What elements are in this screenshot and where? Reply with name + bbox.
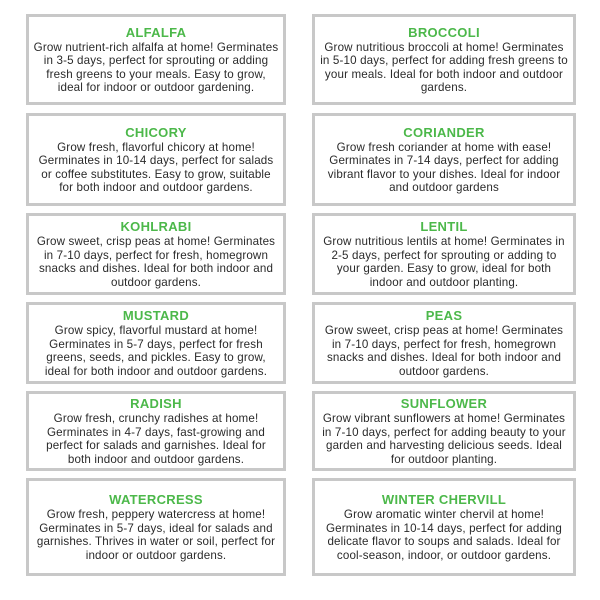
card-description: Grow fresh, flavorful chicory at home! Germinates in 10-14 days, perfect for salads or coffee substitutes. Easy to grow, suitable for both indoor and outdoor gardens. bbox=[38, 140, 274, 194]
seed-card-sunflower bbox=[312, 391, 576, 471]
seed-card-kohlrabi bbox=[26, 213, 286, 295]
seed-card-mustard bbox=[26, 302, 286, 384]
card-description: Grow sweet, crisp peas at home! Germinates in 7-10 days, perfect for fresh, homegrown snacks and dishes. Ideal for both indoor and outdoor gardens. bbox=[324, 324, 564, 378]
card-title: LENTIL bbox=[420, 219, 468, 234]
card-title: MUSTARD bbox=[122, 308, 190, 323]
seed-card-broccoli bbox=[312, 14, 576, 105]
card-title: WINTER CHERVILL bbox=[381, 492, 507, 507]
seed-card-radish bbox=[26, 391, 286, 471]
seed-card-coriander bbox=[312, 113, 576, 206]
seed-card-lentil bbox=[312, 213, 576, 295]
seed-card-alfalfa bbox=[26, 14, 286, 105]
card-description: Grow vibrant sunflowers at home! Germinates in 7-10 days, perfect for adding beauty to your garden and harvesting delicious seeds. Ideal for outdoor planting. bbox=[322, 412, 566, 466]
card-description: Grow sweet, crisp peas at home! Germinates in 7-10 days, perfect for fresh, homegrown snacks and dishes. Ideal for both indoor and outdoor gardens. bbox=[36, 235, 276, 289]
card-title: CORIANDER bbox=[403, 124, 485, 140]
card-description: Grow nutritious broccoli at home! Germinates in 5-10 days, perfect for adding fresh greens to your meals. Ideal for both indoor and outdoor gardens. bbox=[320, 40, 568, 94]
card-description: Grow aromatic winter chervil at home! Germinates in 10-14 days, perfect for adding delicate flavor to soups and salads. Ideal for cool-season, indoor, or outdoor gardens. bbox=[325, 508, 563, 562]
seed-card-chicory bbox=[26, 113, 286, 206]
seed-card-winter-chervill bbox=[312, 478, 576, 576]
card-title: ALFALFA bbox=[125, 24, 187, 40]
card-description: Grow fresh coriander at home with ease! Germinates in 7-14 days, perfect for adding vibrant flavor to your dishes. Ideal for indoor and outdoor gardens bbox=[327, 140, 561, 194]
card-title: BROCCOLI bbox=[408, 24, 480, 40]
seed-card-watercress bbox=[26, 478, 286, 576]
card-title: RADISH bbox=[130, 396, 182, 411]
card-description: Grow spicy, flavorful mustard at home! Germinates in 5-7 days, perfect for fresh greens, seeds, and pickles. Easy to grow, ideal for both indoor and outdoor gardens. bbox=[44, 324, 268, 378]
card-description: Grow fresh, crunchy radishes at home! Germinates in 4-7 days, fast-growing and perfect for salads and garnishes. Ideal for both indoor and outdoor gardens. bbox=[46, 412, 266, 466]
seed-card-peas bbox=[312, 302, 576, 384]
card-title: PEAS bbox=[425, 308, 463, 323]
card-description: Grow nutritious lentils at home! Germinates in 2-5 days, perfect for sprouting or adding to your garden. Easy to grow, ideal for both indoor and outdoor planting. bbox=[323, 235, 565, 289]
card-title: CHICORY bbox=[125, 124, 187, 140]
card-title: WATERCRESS bbox=[109, 492, 203, 507]
card-title: KOHLRABI bbox=[120, 219, 192, 234]
card-title: SUNFLOWER bbox=[400, 396, 488, 411]
card-description: Grow fresh, peppery watercress at home! Germinates in 5-7 days, ideal for salads and garnishes. Thrives in water or soil, perfect for indoor or outdoor gardens. bbox=[36, 508, 276, 562]
card-description: Grow nutrient-rich alfalfa at home! Germinates in 3-5 days, perfect for sprouting or adding fresh greens to your meals. Easy to grow, ideal for indoor or outdoor gardening. bbox=[33, 40, 279, 94]
